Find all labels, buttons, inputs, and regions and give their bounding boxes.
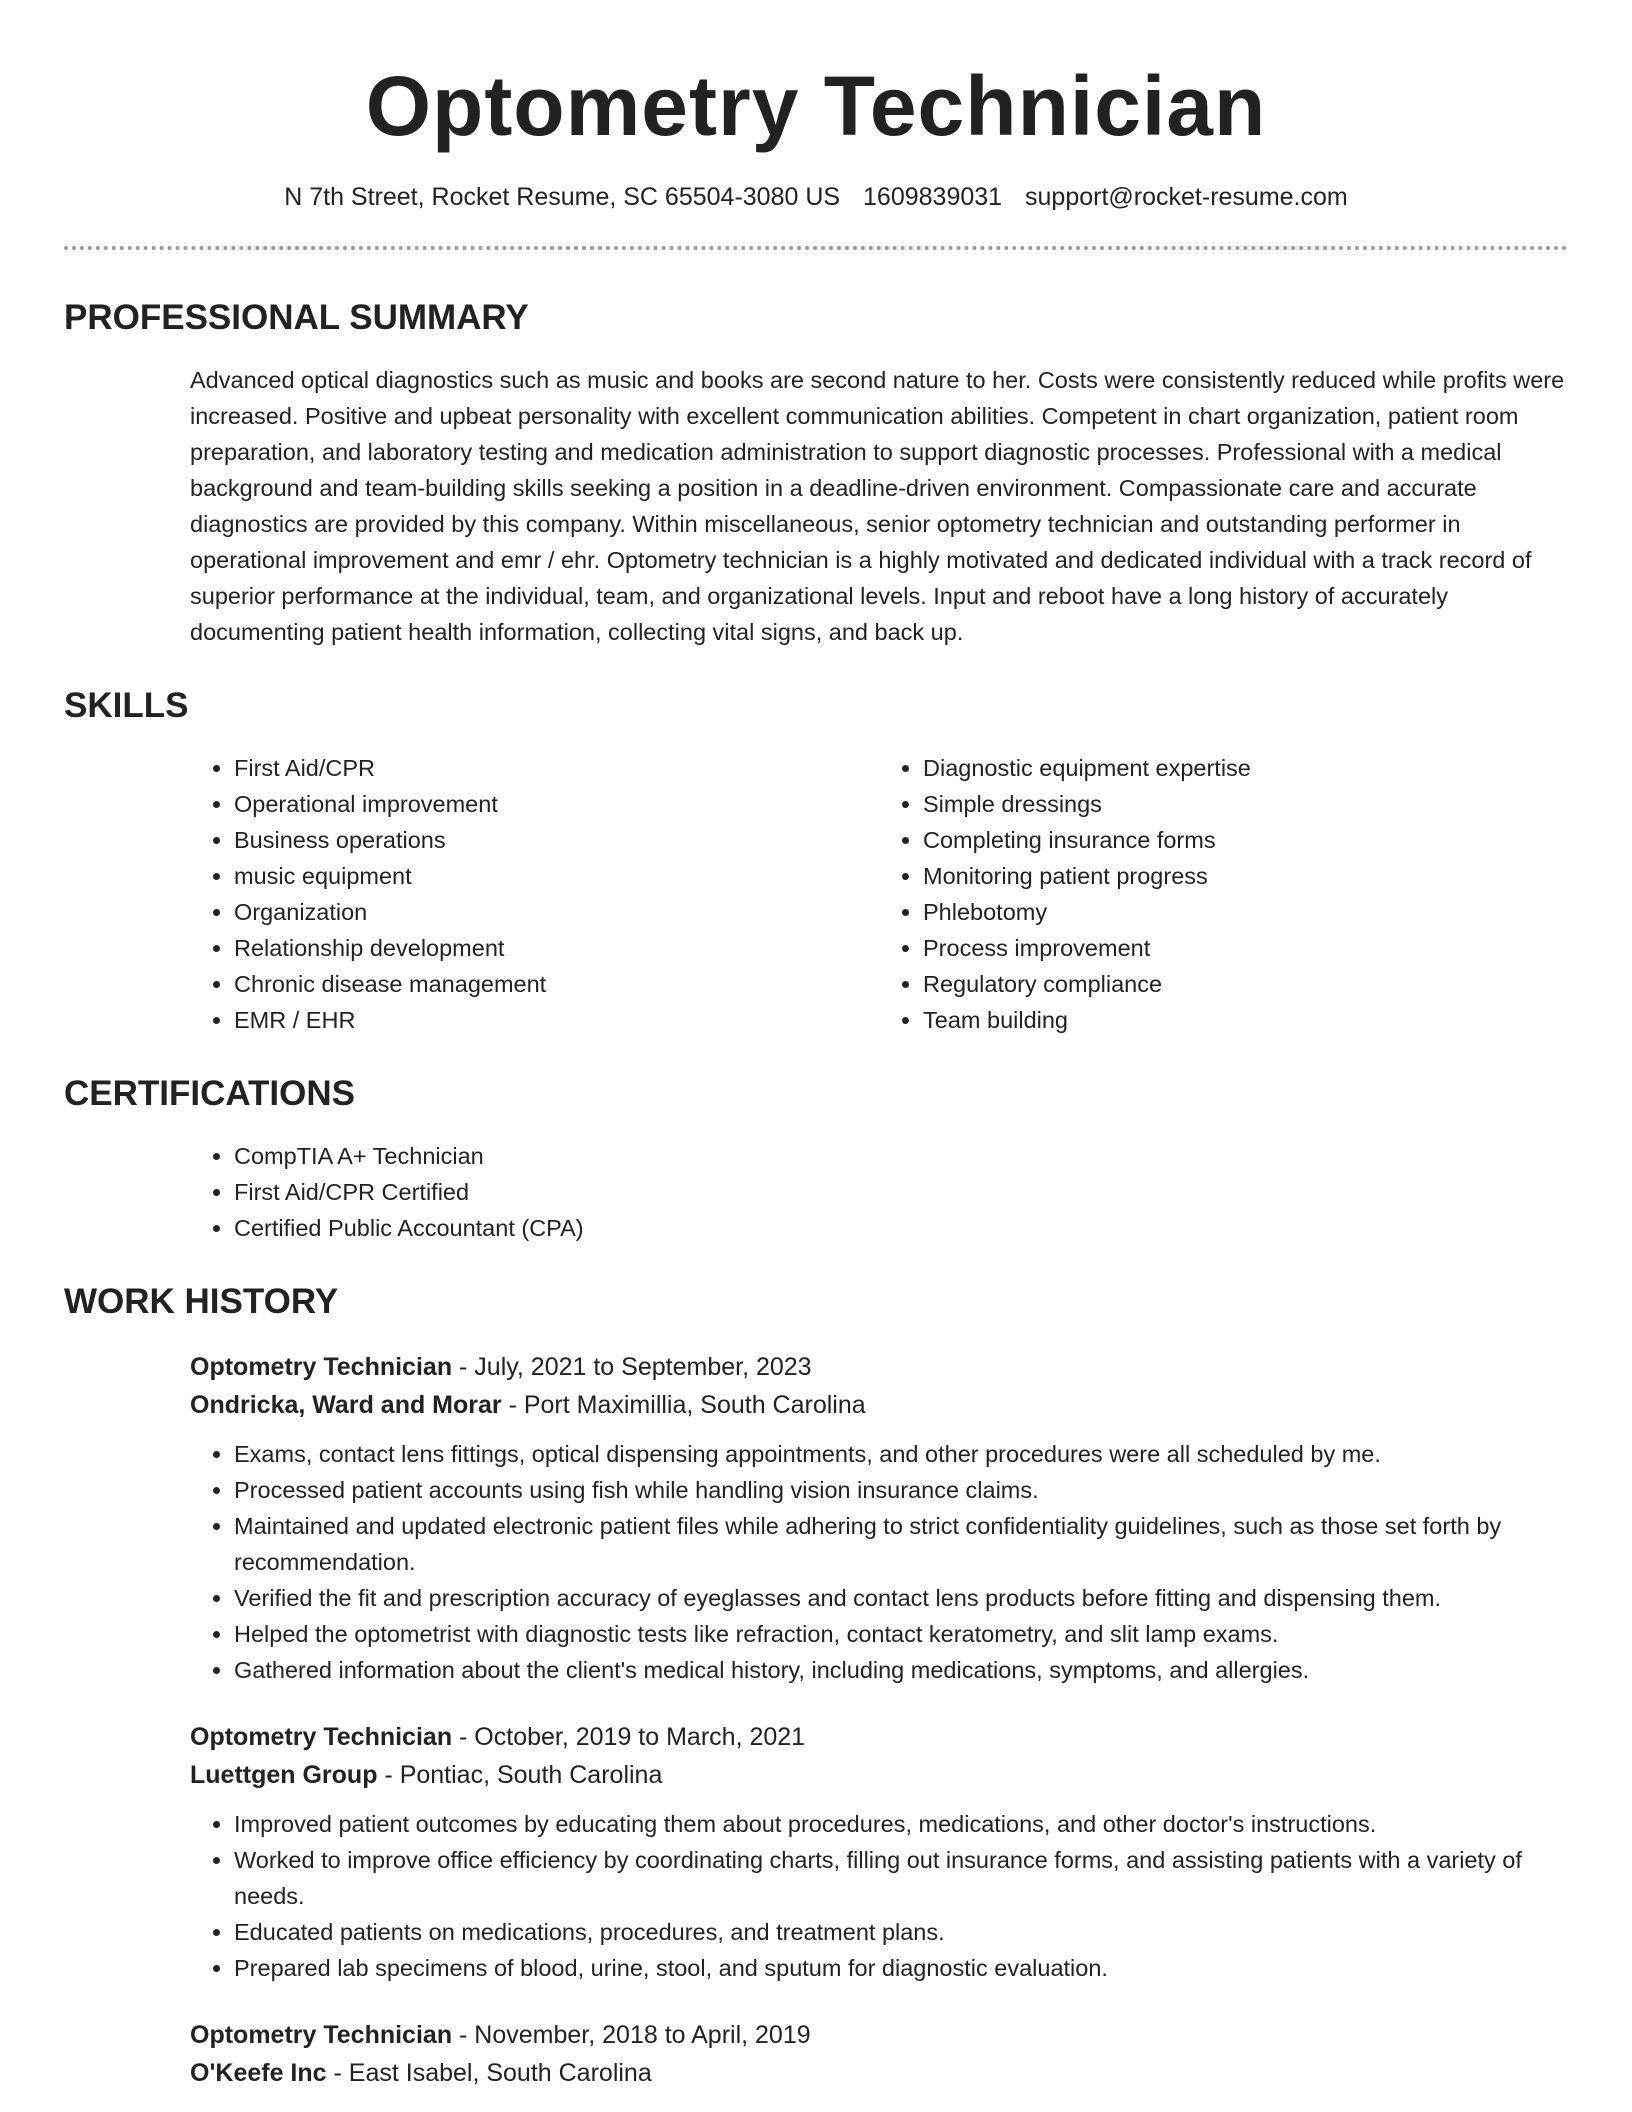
- job-bullet: • Gathered information about the client's medical history, including medications, symptoms, and allergies.: [234, 1652, 1568, 1688]
- skill-item: • Operational improvement: [234, 786, 879, 822]
- job-title: Optometry Technician: [190, 1723, 453, 1751]
- job-bullets: [190, 1806, 1568, 1986]
- certification-item: • CompTIA A+ Technician: [234, 1138, 1568, 1174]
- job-bullet: • Worked to improve office efficiency by coordinating charts, filling out insurance forms, and assisting patients with a variety of needs.: [234, 1842, 1568, 1914]
- job-bullet: • Improved patient outcomes by educating them about procedures, medications, and other doctor's instructions.: [234, 1806, 1568, 1842]
- skills-section: [0, 682, 1632, 1038]
- skill-item: • Relationship development: [234, 930, 879, 966]
- skill-item: • Simple dressings: [923, 786, 1568, 822]
- certifications-heading: CERTIFICATIONS: [64, 1074, 356, 1113]
- certification-item: • Certified Public Accountant (CPA): [234, 1210, 1568, 1246]
- job-bullets: [190, 1436, 1568, 1688]
- skill-item: • Chronic disease management: [234, 966, 879, 1002]
- header-divider: [64, 246, 1568, 250]
- skills-list-left: [190, 750, 879, 1038]
- skill-item: • Team building: [923, 1002, 1568, 1038]
- skills-heading: SKILLS: [64, 686, 189, 725]
- certifications-section: [0, 1070, 1632, 1246]
- job-bullet: • Verified the fit and prescription accuracy of eyeglasses and contact lens products before fitting and dispensing them.: [234, 1580, 1568, 1616]
- job-company: Ondricka, Ward and Morar: [190, 1391, 502, 1419]
- summary-heading: PROFESSIONAL SUMMARY: [64, 298, 529, 337]
- summary-text: Advanced optical diagnostics such as music and books are second nature to her. Costs were consistently reduced while profits were increased. Positive and upbeat personality with excellent communication abilities. Competent in chart organization, patient room preparation, and laboratory testing and medication administration to support diagnostic processes. Professional with a medical background and team-building skills seeking a position in a deadline-driven environment. Compassionate care and accurate diagnostics are provided by this company. Within miscellaneous, senior optometry technician and outstanding performer in operational improvement and emr / ehr. Optometry technician is a highly motivated and dedicated individual with a track record of superior performance at the individual, team, and organizational levels. Input and reboot have a long history of accurately documenting patient health information, collecting vital signs, and back up.: [190, 367, 1565, 645]
- job-dates: - July, 2021 to September, 2023: [452, 1353, 812, 1381]
- summary-section: [0, 294, 1632, 650]
- skills-list-right: [879, 750, 1568, 1038]
- job-company: Luettgen Group: [190, 1761, 378, 1789]
- job-location: - Pontiac, South Carolina: [377, 1761, 663, 1789]
- job-bullet: • Helped the optometrist with diagnostic tests like refraction, contact keratometry, and slit lamp exams.: [234, 1616, 1568, 1652]
- skill-item: • Process improvement: [923, 930, 1568, 966]
- work-history-heading: WORK HISTORY: [64, 1282, 339, 1321]
- skill-item: • First Aid/CPR: [234, 750, 879, 786]
- skill-item: • Diagnostic equipment expertise: [923, 750, 1568, 786]
- job-entry: [190, 1348, 1568, 1688]
- skill-item: • Monitoring patient progress: [923, 858, 1568, 894]
- job-company: O'Keefe Inc: [190, 2059, 327, 2087]
- skill-item: • music equipment: [234, 858, 879, 894]
- job-dates: - October, 2019 to March, 2021: [452, 1723, 806, 1751]
- skill-item: • Completing insurance forms: [923, 822, 1568, 858]
- job-title: Optometry Technician: [190, 2021, 453, 2049]
- job-bullet: • Maintained and updated electronic patient files while adhering to strict confidentiality guidelines, such as those set forth by recommendation.: [234, 1508, 1568, 1580]
- resume-name: Optometry Technician: [365, 59, 1267, 153]
- skill-item: • EMR / EHR: [234, 1002, 879, 1038]
- job-entry: [190, 1718, 1568, 1986]
- skill-item: • Regulatory compliance: [923, 966, 1568, 1002]
- job-entry: [190, 2016, 1568, 2092]
- work-history-section: [0, 1278, 1632, 2092]
- certification-item: • First Aid/CPR Certified: [234, 1174, 1568, 1210]
- skill-item: • Phlebotomy: [923, 894, 1568, 930]
- job-location: - East Isabel, South Carolina: [326, 2059, 652, 2087]
- job-bullet: • Educated patients on medications, procedures, and treatment plans.: [234, 1914, 1568, 1950]
- job-title: Optometry Technician: [190, 1353, 453, 1381]
- job-bullet: • Exams, contact lens fittings, optical dispensing appointments, and other procedures were all scheduled by me.: [234, 1436, 1568, 1472]
- contact-phone: 1609839031: [863, 183, 1003, 211]
- skill-item: • Organization: [234, 894, 879, 930]
- contact-address: N 7th Street, Rocket Resume, SC 65504-3080 US: [284, 183, 841, 211]
- job-bullet: • Prepared lab specimens of blood, urine, stool, and sputum for diagnostic evaluation.: [234, 1950, 1568, 1986]
- contact-email: support@rocket-resume.com: [1025, 183, 1348, 211]
- contact-line: [0, 180, 1632, 214]
- certifications-list: [190, 1138, 1568, 1246]
- job-bullet: • Processed patient accounts using fish while handling vision insurance claims.: [234, 1472, 1568, 1508]
- job-dates: - November, 2018 to April, 2019: [452, 2021, 811, 2049]
- skill-item: • Business operations: [234, 822, 879, 858]
- job-location: - Port Maximillia, South Carolina: [501, 1391, 866, 1419]
